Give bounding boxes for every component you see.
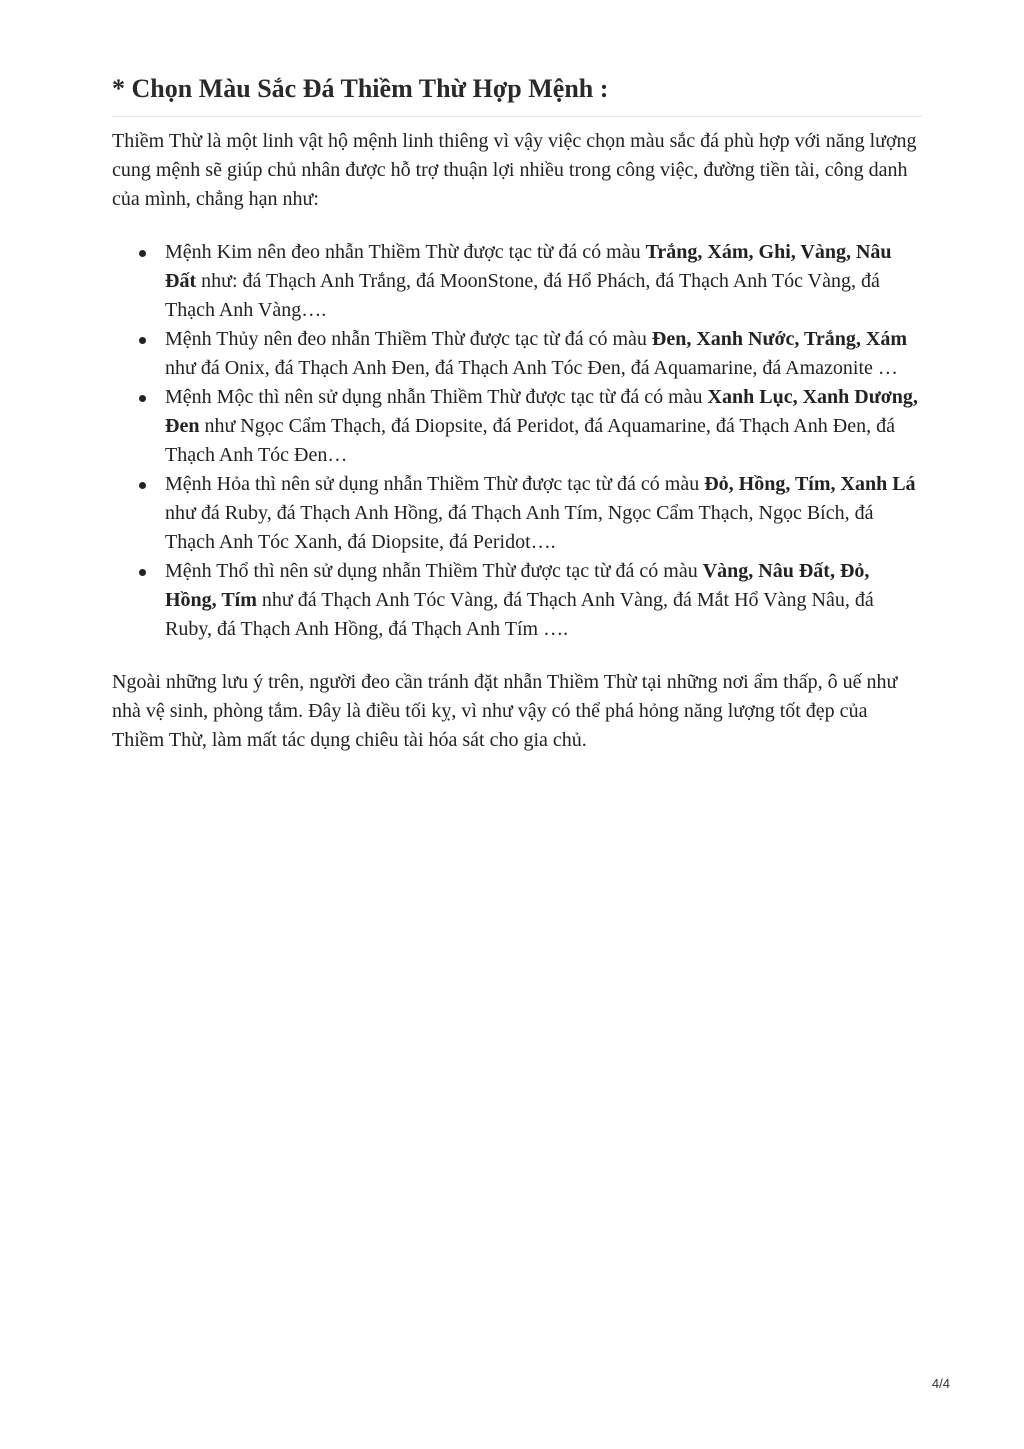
item-stones: như: đá Thạch Anh Trắng, đá MoonStone, đá Hổ Phách, đá Thạch Anh Tóc Vàng, đá Thạch Anh Vàng….	[165, 270, 880, 321]
item-text: Mệnh Kim nên đeo nhẫn Thiềm Thừ được tạc từ đá có màu	[165, 241, 646, 263]
bullet-icon	[139, 395, 146, 402]
item-stones: như Ngọc Cẩm Thạch, đá Diopsite, đá Peridot, đá Aquamarine, đá Thạch Anh Đen, đá Thạch Anh Tóc Đen…	[165, 415, 895, 466]
bullet-icon	[139, 482, 146, 489]
article-body	[112, 70, 922, 755]
item-text: Mệnh Mộc thì nên sử dụng nhẫn Thiềm Thừ được tạc từ đá có màu	[165, 386, 708, 408]
page-number: 4/4	[931, 1376, 950, 1391]
section-heading: * Chọn Màu Sắc Đá Thiềm Thừ Hợp Mệnh :	[112, 70, 922, 117]
item-text: Mệnh Thủy nên đeo nhẫn Thiềm Thừ được tạc từ đá có màu	[165, 328, 652, 350]
item-text: Mệnh Hỏa thì nên sử dụng nhẫn Thiềm Thừ được tạc từ đá có màu	[165, 473, 705, 495]
intro-paragraph: Thiềm Thừ là một linh vật hộ mệnh linh thiêng vì vậy việc chọn màu sắc đá phù hợp với năng lượng cung mệnh sẽ giúp chủ nhân được hỗ trợ thuận lợi nhiều trong công việc, đường tiền tài, công danh của mình, chẳng hạn như:	[112, 130, 917, 210]
list-item	[165, 470, 922, 557]
closing-paragraph: Ngoài những lưu ý trên, người đeo cần tránh đặt nhẫn Thiềm Thừ tại những nơi ẩm thấp, ô uế như nhà vệ sinh, phòng tắm. Đây là điều tối kỵ, vì như vậy có thể phá hỏng năng lượng tốt đẹp của Thiềm Thừ, làm mất tác dụng chiêu tài hóa sát cho gia chủ.	[112, 671, 898, 751]
item-stones: như đá Ruby, đá Thạch Anh Hồng, đá Thạch Anh Tím, Ngọc Cẩm Thạch, Ngọc Bích, đá Thạch Anh Tóc Xanh, đá Diopsite, đá Peridot….	[165, 502, 874, 553]
stone-color-list	[112, 238, 922, 644]
item-colors: Vàng, Nâu Đất, Đỏ, Hồng, Tím	[165, 560, 870, 611]
item-colors: Đỏ, Hồng, Tím, Xanh Lá	[704, 473, 916, 495]
list-item	[165, 557, 922, 644]
bullet-icon	[139, 337, 146, 344]
bullet-icon	[139, 569, 146, 576]
list-item	[165, 325, 922, 383]
item-stones: như đá Thạch Anh Tóc Vàng, đá Thạch Anh Vàng, đá Mắt Hổ Vàng Nâu, đá Ruby, đá Thạch Anh Hồng, đá Thạch Anh Tím ….	[165, 589, 874, 640]
item-colors: Xanh Lục, Xanh Dương, Đen	[165, 386, 918, 437]
bullet-icon	[139, 250, 146, 257]
list-item	[165, 238, 922, 325]
item-text: Mệnh Thổ thì nên sử dụng nhẫn Thiềm Thừ được tạc từ đá có màu	[165, 560, 703, 582]
item-colors: Trắng, Xám, Ghi, Vàng, Nâu Đất	[165, 241, 892, 292]
item-stones: như đá Onix, đá Thạch Anh Đen, đá Thạch Anh Tóc Đen, đá Aquamarine, đá Amazonite …	[165, 357, 898, 379]
item-colors: Đen, Xanh Nước, Trắng, Xám	[651, 328, 908, 350]
list-item	[165, 383, 922, 470]
